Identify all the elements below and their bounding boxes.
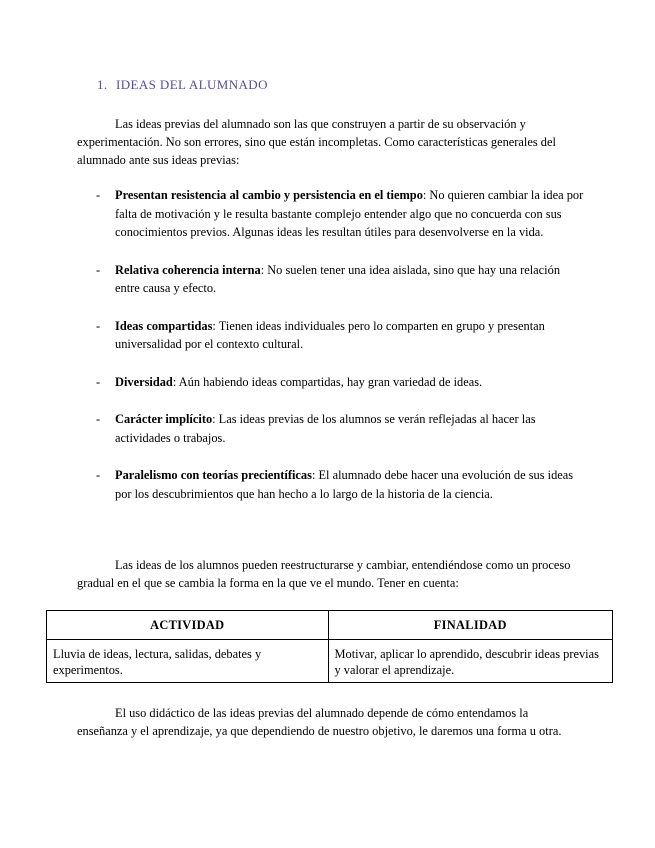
characteristic-term: Paralelismo con teorías precientíficas (115, 468, 312, 482)
characteristic-term: Carácter implícito (115, 412, 213, 426)
dash-marker: - (96, 412, 101, 426)
characteristic-description: : Las ideas previas de los alumnos se verán reflejadas al hacer las actividades o trabajos. (115, 412, 536, 445)
table-row (47, 640, 613, 683)
characteristic-term: Ideas compartidas (115, 318, 213, 333)
characteristic-description: : Tienen ideas individuales pero lo comparten en grupo y presentan universalidad por el contexto cultural. (115, 318, 545, 351)
list-item (96, 261, 586, 298)
activity-table (46, 610, 613, 683)
column-header-finalidad: FINALIDAD (328, 611, 613, 640)
section-heading (97, 77, 268, 93)
finalidad-cell: Motivar, aplicar lo aprendido, descubrir ideas previas y valorar el aprendizaje. (328, 640, 613, 683)
list-item (96, 373, 586, 392)
section-number: 1. (97, 77, 108, 92)
characteristic-description: : El alumnado debe hacer una evolución de sus ideas por los descubrimientos que han hecho a lo largo de la historia de la ciencia. (115, 468, 574, 501)
characteristic-term: Presentan resistencia al cambio y persistencia en el tiempo (115, 188, 423, 202)
characteristic-description: : Aún habiendo ideas compartidas, hay gran variedad de ideas. (172, 374, 483, 389)
characteristic-description: : No suelen tener una idea aislada, sino que hay una relación entre causa y efecto. (115, 262, 561, 295)
closing-paragraph: El uso didáctico de las ideas previas del alumnado depende de cómo entendamos la enseñanza y el aprendizaje, ya que dependiendo de nuestro objetivo, le daremos una forma u otra. (77, 706, 562, 738)
characteristic-description: : No quieren cambiar la idea por falta de motivación y le resulta bastante complejo entender algo que no concuerda con sus conocimientos previos. Algunas ideas les resultan útiles para desenvolverse en la vida. (115, 188, 584, 239)
characteristic-term: Diversidad (115, 374, 173, 389)
dash-marker: - (96, 374, 101, 389)
dash-marker: - (96, 318, 101, 333)
dash-marker: - (96, 188, 101, 202)
actividad-cell: Lluvia de ideas, lectura, salidas, debates y experimentos. (47, 640, 329, 683)
list-item (96, 410, 586, 447)
table-header-row (47, 611, 613, 640)
column-header-actividad: ACTIVIDAD (47, 611, 329, 640)
characteristics-list (96, 186, 586, 522)
section-title: IDEAS DEL ALUMNADO (116, 77, 268, 92)
list-item (96, 186, 586, 242)
dash-marker: - (96, 468, 101, 482)
list-item (96, 317, 586, 354)
characteristic-term: Relativa coherencia interna (115, 262, 261, 277)
intro-paragraph: Las ideas previas del alumnado son las que construyen a partir de su observación y experimentación. No son errores, sino que están incompletas. Como características generales del alumnado ante sus ideas previas: (77, 117, 556, 167)
list-item (96, 466, 586, 503)
restructure-paragraph: Las ideas de los alumnos pueden reestructurarse y cambiar, entendiéndose como un proceso gradual en el que se cambia la forma en la que ve el mundo. Tener en cuenta: (77, 558, 571, 590)
dash-marker: - (96, 262, 101, 277)
